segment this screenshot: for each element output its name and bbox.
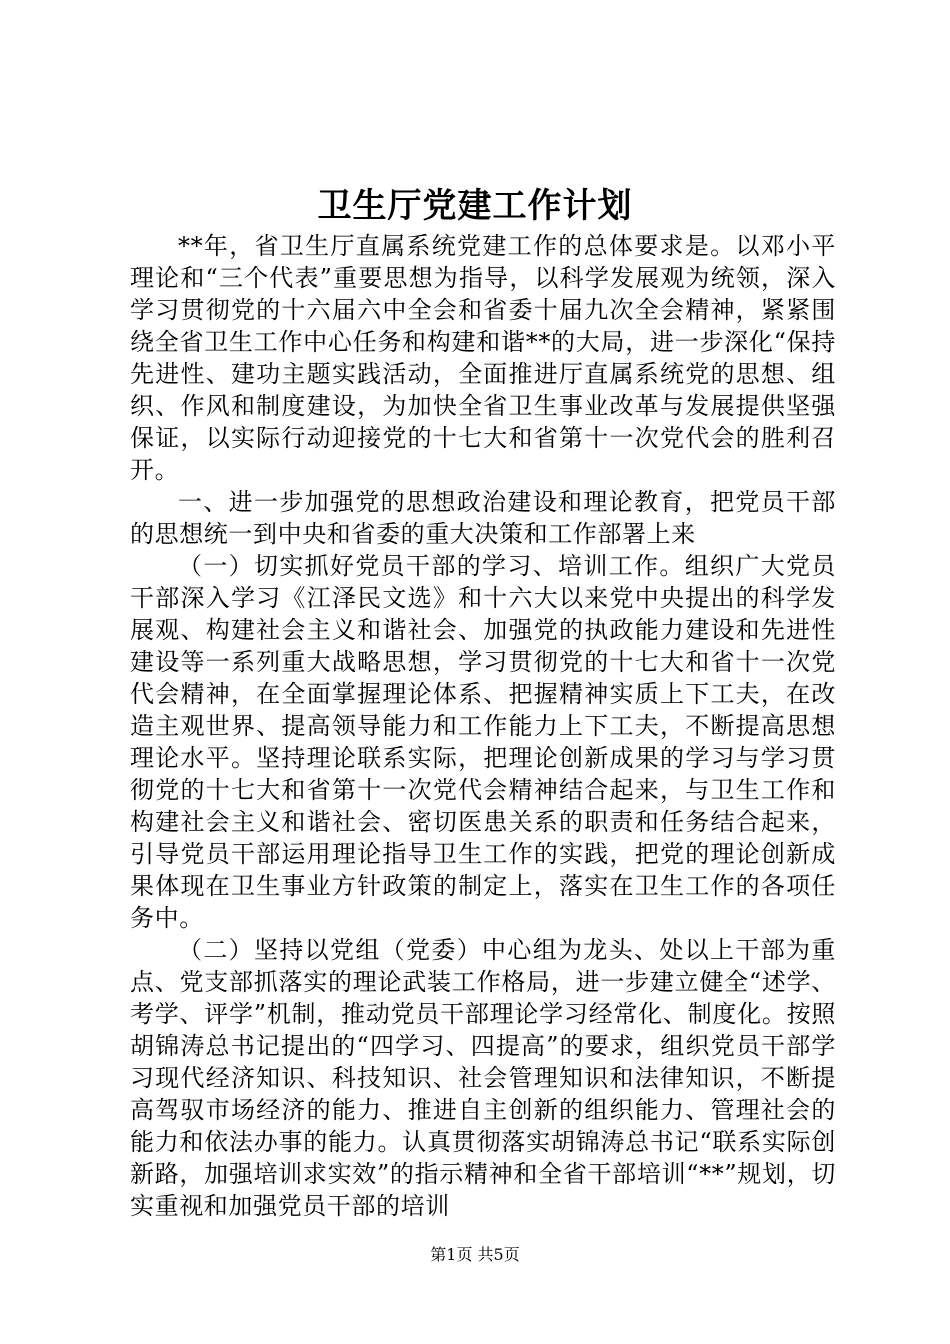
page-footer: 第1页 共5页	[430, 1245, 520, 1264]
paragraph-item-one: （一）切实抓好党员干部的学习、培训工作。组织广大党员干部深入学习《江泽民文选》和十六大以来党中央提出的科学发展观、构建社会主义和谐社会、加强党的执政能力建设和先进性建设等一系列重大战略思想，学习贯彻党的十七大和省十一次党代会精神，在全面掌握理论体系、把握精神实质上下工夫，在改造主观世界、提高领导能力和工作能力上下工夫，不断提高思想理论水平。坚持理论联系实际，把理论创新成果的学习与学习贯彻党的十七大和省第十一次党代会精神结合起来，与卫生工作和构建社会主义和谐社会、密切医患关系的职责和任务结合起来，引导党员干部运用理论指导卫生工作的实践，把党的理论创新成果体现在卫生事业方针政策的制定上，落实在卫生工作的各项任务中。	[130, 552, 836, 932]
document-body	[130, 230, 836, 1222]
document-title: 卫生厅党建工作计划	[317, 186, 633, 226]
paragraph-intro: **年，省卫生厅直属系统党建工作的总体要求是。以邓小平理论和“三个代表”重要思想为指导，以科学发展观为统领，深入学习贯彻党的十六届六中全会和省委十届九次全会精神，紧紧围绕全省卫生工作中心任务和构建和谐**的大局，进一步深化“保持先进性、建功主题实践活动，全面推进厅直属系统党的思想、组织、作风和制度建设，为加快全省卫生事业改革与发展提供坚强保证，以实际行动迎接党的十七大和省第十一次党代会的胜利召开。	[130, 232, 836, 484]
paragraph-section-one-heading: 一、进一步加强党的思想政治建设和理论教育，把党员干部的思想统一到中央和省委的重大决策和工作部署上来	[130, 488, 836, 548]
paragraph-item-two: （二）坚持以党组（党委）中心组为龙头、处以上干部为重点、党支部抓落实的理论武装工作格局，进一步建立健全“述学、考学、评学”机制，推动党员干部理论学习经常化、制度化。按照胡锦涛总书记提出的“四学习、四提高”的要求，组织党员干部学习现代经济知识、科技知识、社会管理知识和法律知识，不断提高驾驭市场经济的能力、推进自主创新的组织能力、管理社会的能力和依法办事的能力。认真贯彻落实胡锦涛总书记“联系实际创新路，加强培训求实效”的指示精神和全省干部培训“**”规划，切实重视和加强党员干部的培训	[130, 936, 836, 1220]
